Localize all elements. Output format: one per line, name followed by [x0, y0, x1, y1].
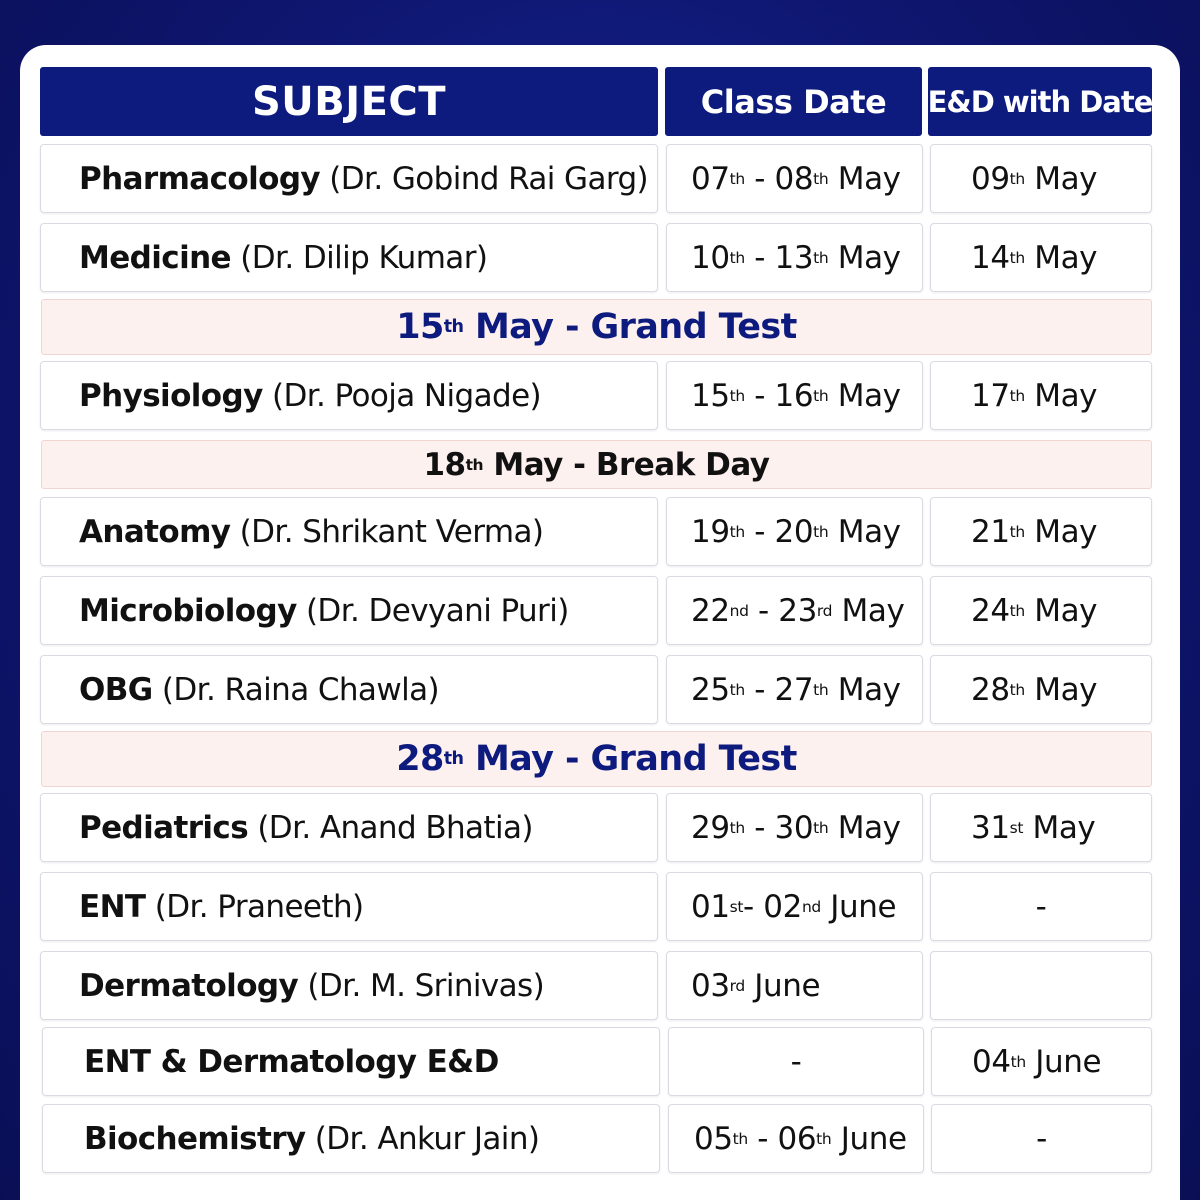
class-month: May: [837, 809, 901, 846]
class-end-day: 23: [778, 592, 817, 629]
class-month: May: [837, 160, 901, 197]
ed-day: 04: [972, 1043, 1011, 1080]
faculty-name: (Dr. Dilip Kumar): [240, 239, 488, 276]
class-date-cell: 05 th - 06 th June: [668, 1104, 924, 1173]
ed-day: 24: [971, 592, 1010, 629]
class-end-day: 06: [777, 1120, 817, 1157]
subject-cell: [40, 655, 658, 724]
faculty-name: (Dr. Shrikant Verma): [239, 513, 544, 550]
subject-name: Physiology: [79, 377, 263, 414]
subject-name: Biochemistry: [84, 1120, 306, 1157]
ed-month: May: [1034, 239, 1098, 276]
subject-name: ENT & Dermatology E&D: [84, 1043, 499, 1080]
range-dash: -: [743, 888, 754, 925]
class-date-cell: 29 th - 30 th May: [666, 793, 923, 862]
range-dash: -: [754, 377, 766, 414]
ed-date-cell: 17 th May: [930, 361, 1152, 430]
class-end-day: 08: [774, 160, 814, 197]
class-end-day: 16: [774, 377, 814, 414]
class-date-cell: 22 nd - 23 rd May: [666, 576, 923, 645]
subject-cell: [40, 793, 658, 862]
class-month: May: [837, 671, 901, 708]
class-start-day: 29: [691, 809, 730, 846]
subject-cell: [40, 223, 658, 292]
ed-day: 14: [971, 239, 1010, 276]
subject-cell: [40, 951, 658, 1020]
class-month: May: [837, 239, 901, 276]
subject-cell: [40, 576, 658, 645]
class-start-day: 19: [691, 513, 730, 550]
class-month: May: [837, 513, 901, 550]
grand-test-banner: 28 th May - Grand Test: [41, 731, 1152, 787]
banner-label: Break Day: [595, 446, 770, 483]
range-dash: -: [754, 809, 766, 846]
banner-dash: -: [564, 739, 579, 779]
header-ed-date: E&D with Date: [928, 67, 1152, 136]
class-date-cell: 15 th - 16 th May: [666, 361, 923, 430]
subject-name: Anatomy: [79, 513, 231, 550]
class-start-day: 05: [694, 1120, 733, 1157]
ed-day: 17: [971, 377, 1010, 414]
banner-dash: -: [573, 446, 586, 483]
faculty-name: (Dr. Pooja Nigade): [271, 377, 542, 414]
range-dash: -: [757, 1120, 769, 1157]
ed-month: May: [1034, 592, 1098, 629]
class-month: June: [830, 888, 897, 925]
class-month: May: [837, 377, 901, 414]
ed-date-cell: 04 th June: [931, 1027, 1152, 1096]
class-end-day: 20: [774, 513, 814, 550]
ed-day: 21: [971, 513, 1010, 550]
ed-empty-dash: -: [1036, 1120, 1047, 1157]
class-date-cell: 10 th - 13 th May: [666, 223, 923, 292]
class-end-day: 30: [774, 809, 814, 846]
faculty-name: (Dr. Raina Chawla): [161, 671, 439, 708]
faculty-name: (Dr. Anand Bhatia): [257, 809, 533, 846]
class-start-day: 01: [691, 888, 730, 925]
banner-month: May: [493, 446, 563, 483]
class-empty-dash: -: [790, 1043, 802, 1080]
class-day: 03: [691, 967, 730, 1004]
ed-date-cell-empty: [930, 951, 1152, 1020]
range-dash: -: [754, 513, 766, 550]
ed-empty-dash: -: [1035, 888, 1047, 925]
grand-test-banner: 15 th May - Grand Test: [41, 299, 1152, 355]
banner-label: Grand Test: [590, 739, 797, 779]
class-start-day: 07: [691, 160, 730, 197]
range-dash: -: [754, 239, 766, 276]
break-day-banner: 18 th May - Break Day: [41, 440, 1152, 489]
faculty-name: (Dr. Gobind Rai Garg): [329, 160, 649, 197]
subject-cell: [42, 1027, 660, 1096]
banner-month: May: [474, 739, 554, 779]
banner-dash: -: [564, 307, 579, 347]
ed-date-cell: 14 th May: [930, 223, 1152, 292]
subject-cell: [40, 872, 658, 941]
subject-cell: [42, 1104, 660, 1173]
class-month: June: [754, 967, 821, 1004]
class-start-day: 10: [691, 239, 730, 276]
ed-date-cell: 21 th May: [930, 497, 1152, 566]
banner-label: Grand Test: [590, 307, 797, 347]
ed-month: May: [1034, 377, 1098, 414]
class-date-cell: 07 th - 08 th May: [666, 144, 923, 213]
header-subject: SUBJECT: [40, 67, 658, 136]
subject-cell: [40, 144, 658, 213]
class-month: May: [841, 592, 905, 629]
ed-date-cell: [931, 1104, 1152, 1173]
subject-name: ENT: [79, 888, 146, 925]
ed-day: 09: [971, 160, 1010, 197]
subject-name: Pediatrics: [79, 809, 249, 846]
ed-date-cell: 31 st May: [930, 793, 1152, 862]
ed-day: 28: [971, 671, 1010, 708]
ed-month: May: [1034, 513, 1098, 550]
ed-date-cell: 28 th May: [930, 655, 1152, 724]
ed-day: 31: [971, 809, 1010, 846]
class-date-cell: [668, 1027, 924, 1096]
class-end-day: 27: [774, 671, 814, 708]
range-dash: -: [758, 592, 769, 629]
class-end-day: 02: [763, 888, 802, 925]
subject-cell: [40, 497, 658, 566]
ed-month: June: [1035, 1043, 1102, 1080]
range-dash: -: [754, 160, 766, 197]
class-date-cell: 25 th - 27 th May: [666, 655, 923, 724]
range-dash: -: [754, 671, 766, 708]
class-date-cell: 19 th - 20 th May: [666, 497, 923, 566]
faculty-name: (Dr. Ankur Jain): [314, 1120, 540, 1157]
subject-name: Pharmacology: [79, 160, 321, 197]
banner-day: 18: [423, 446, 466, 483]
class-start-day: 22: [691, 592, 730, 629]
ed-month: May: [1032, 809, 1096, 846]
faculty-name: (Dr. M. Srinivas): [307, 967, 545, 1004]
class-start-day: 25: [691, 671, 730, 708]
class-date-cell: 01 st - 02 nd June: [666, 872, 923, 941]
ed-month: May: [1034, 671, 1098, 708]
banner-day: 15: [396, 307, 444, 347]
ed-date-cell: 24 th May: [930, 576, 1152, 645]
class-end-day: 13: [774, 239, 814, 276]
faculty-name: (Dr. Praneeth): [154, 888, 364, 925]
ed-month: May: [1034, 160, 1098, 197]
banner-day: 28: [396, 739, 444, 779]
subject-name: OBG: [79, 671, 153, 708]
faculty-name: (Dr. Devyani Puri): [305, 592, 569, 629]
subject-name: Medicine: [79, 239, 231, 276]
banner-month: May: [474, 307, 554, 347]
ed-date-cell: [930, 872, 1152, 941]
subject-cell: [40, 361, 658, 430]
class-month: June: [840, 1120, 907, 1157]
subject-name: Dermatology: [79, 967, 299, 1004]
header-class-date: Class Date: [665, 67, 922, 136]
subject-name: Microbiology: [79, 592, 297, 629]
ed-date-cell: 09 th May: [930, 144, 1152, 213]
class-start-day: 15: [691, 377, 730, 414]
class-date-cell: 03 rd June: [666, 951, 923, 1020]
